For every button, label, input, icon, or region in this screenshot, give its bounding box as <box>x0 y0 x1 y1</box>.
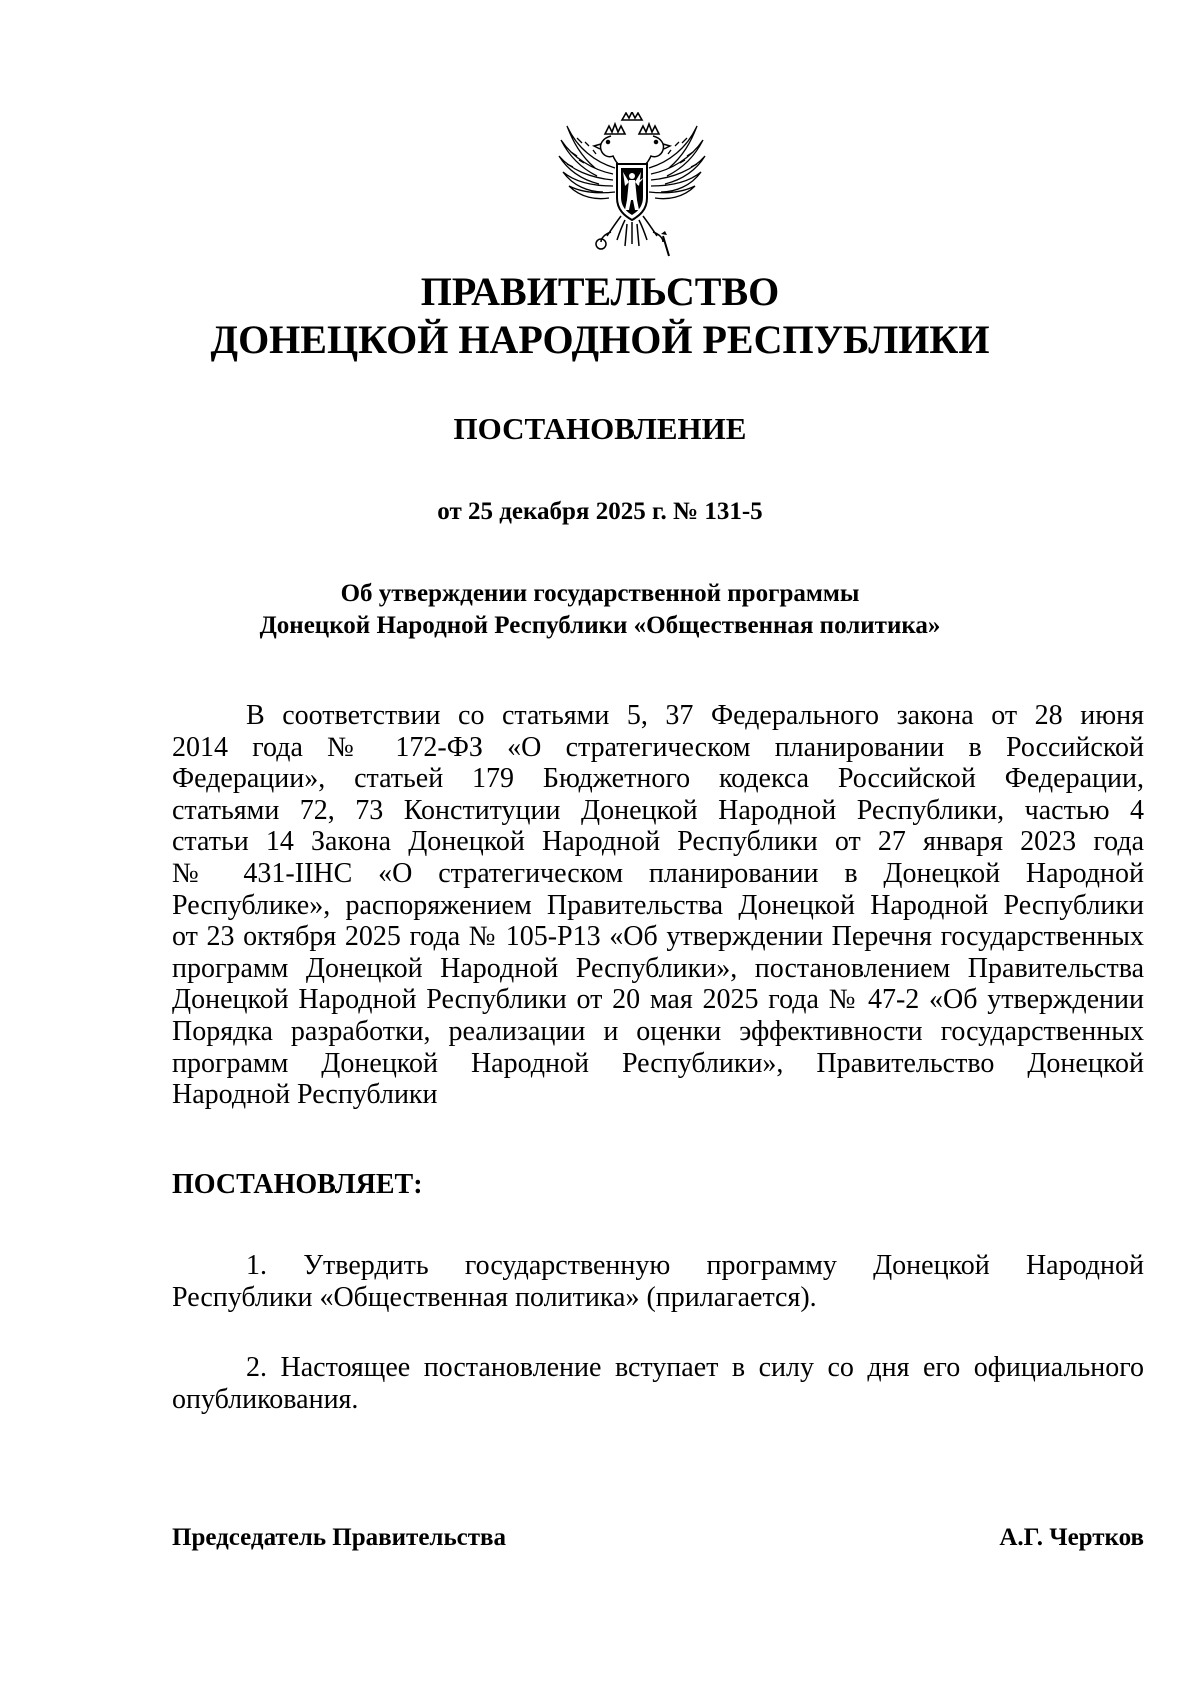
preamble-line: Порядка разработки, реализации и оценки эффективности государственных <box>172 1015 1144 1047</box>
preamble-line: программ Донецкой Народной Республики», постановлением Правительства <box>172 952 1144 984</box>
government-title <box>0 268 1200 364</box>
preamble-line: Народной Республики <box>172 1079 438 1111</box>
preamble-line: Донецкой Народной Республики от 20 мая 2025 года № 47-2 «Об утверждении <box>172 984 1144 1016</box>
document-subject-line1: Об утверждении государственной программы <box>340 580 860 607</box>
signature-block <box>172 1522 1144 1554</box>
resolve-label: ПОСТАНОВЛЯЕТ: <box>172 1169 423 1200</box>
decree-item-1 <box>172 1250 1144 1313</box>
preamble-line: Республике», распоряжением Правительства Донецкой Народной Республики <box>172 889 1144 921</box>
document-subject-line2: Донецкой Народной Республики «Общественная политика» <box>259 612 941 639</box>
preamble-line: статьями 72, 73 Конституции Донецкой Народной Республики, частью 4 <box>172 794 1144 826</box>
preamble-line: № 431-IIНС «О стратегическом планировании в Донецкой Народной <box>172 857 1144 889</box>
document-subject <box>0 578 1200 642</box>
decree-item-line: 2. Настоящее постановление вступает в силу со дня его официального <box>246 1352 1144 1383</box>
signatory-name: А.Г. Чертков <box>999 1524 1144 1551</box>
decree-item-line: 1. Утвердить государственную программу Донецкой Народной <box>246 1250 1144 1281</box>
preamble-line: статьи 14 Закона Донецкой Народной Республики от 27 января 2023 года <box>172 826 1144 858</box>
preamble-paragraph <box>172 700 1144 1111</box>
decree-item-line: Республики «Общественная политика» (прилагается). <box>172 1281 817 1313</box>
decree-item-line: опубликования. <box>172 1383 359 1415</box>
document-type: ПОСТАНОВЛЕНИЕ <box>453 411 747 446</box>
preamble-line: 2014 года № 172-ФЗ «О стратегическом планировании в Российской <box>172 731 1144 763</box>
signatory-position: Председатель Правительства <box>172 1524 507 1551</box>
dnr-eagle-emblem-icon <box>555 112 709 262</box>
preamble-line: Федерации», статьей 179 Бюджетного кодекса Российской Федерации, <box>172 763 1144 795</box>
government-title-line1: ПРАВИТЕЛЬСТВО <box>420 269 780 314</box>
decree-item-2 <box>172 1352 1144 1415</box>
document-date-number: от 25 декабря 2025 г. № 131-5 <box>437 498 763 525</box>
preamble-line: программ Донецкой Народной Республики», Правительство Донецкой <box>172 1047 1144 1079</box>
preamble-line: В соответствии со статьями 5, 37 Федерального закона от 28 июня <box>246 700 1144 731</box>
government-title-line2: ДОНЕЦКОЙ НАРОДНОЙ РЕСПУБЛИКИ <box>210 317 990 362</box>
preamble-line: от 23 октября 2025 года № 105-Р13 «Об утверждении Перечня государственных <box>172 921 1144 953</box>
